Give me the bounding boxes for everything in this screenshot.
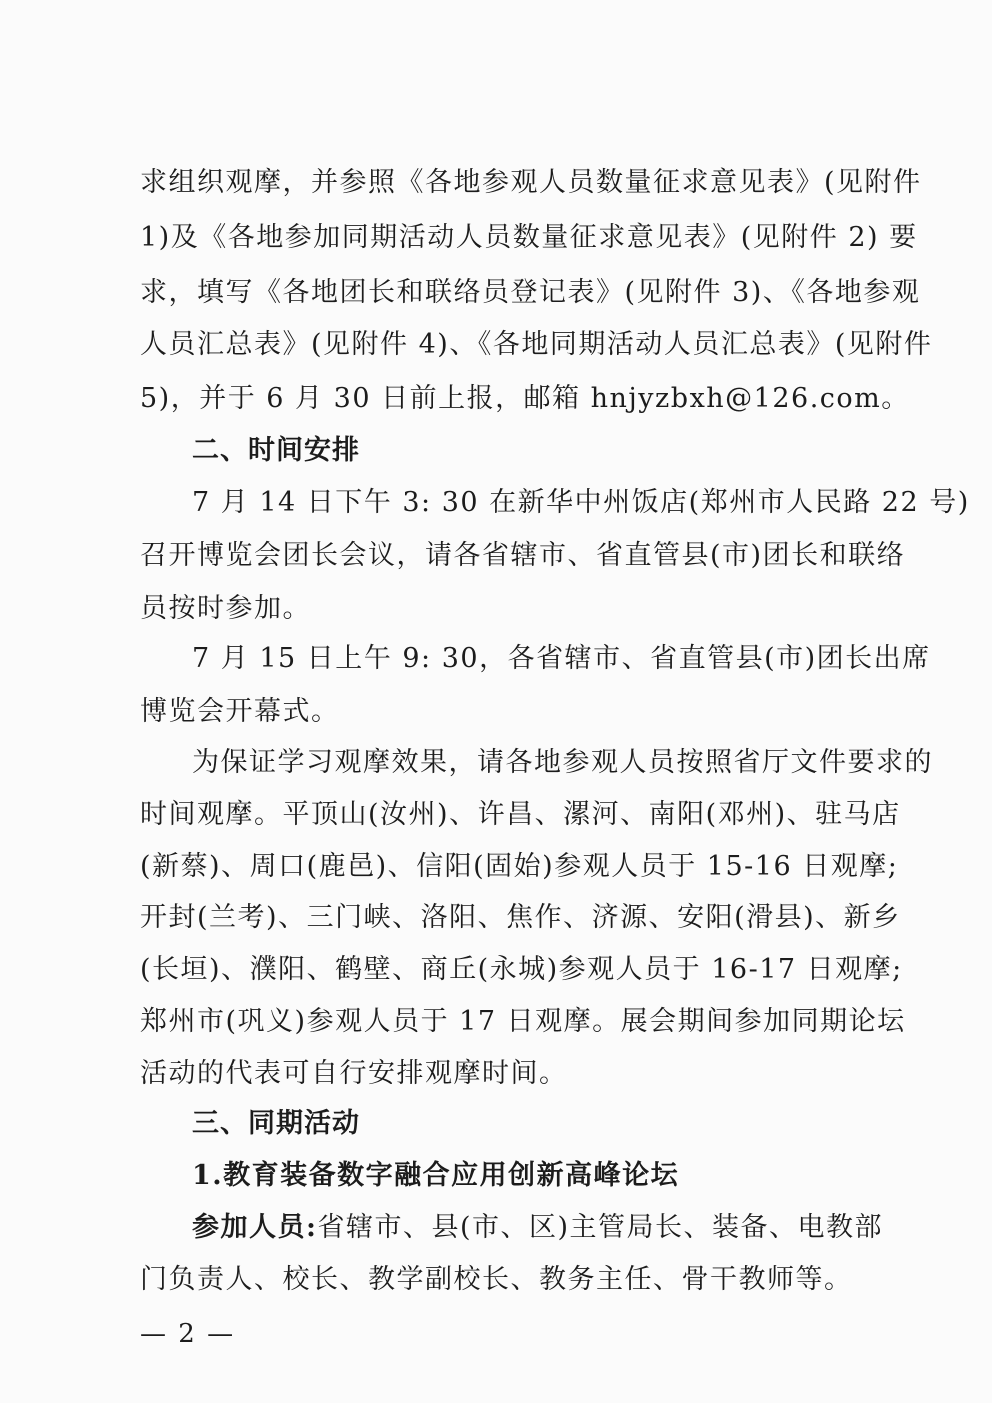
paragraph-line: 门负责人、校长、教学副校长、教务主任、骨干教师等。	[140, 1264, 853, 1295]
participants-text: 省辖市、县(市、区)主管局长、装备、电教部	[317, 1212, 884, 1243]
subsection-heading-forum: 1.教育装备数字融合应用创新高峰论坛	[192, 1160, 680, 1191]
paragraph-line: 召开博览会团长会议，请各省辖市、省直管县(市)团长和联络	[140, 540, 906, 571]
paragraph-line: 活动的代表可自行安排观摩时间。	[140, 1058, 568, 1089]
paragraph-line: 7 月 14 日下午 3: 30 在新华中州饭店(郑州市人民路 22 号)	[192, 487, 970, 518]
paragraph-line: 求，填写《各地团长和联络员登记表》(见附件 3)、《各地参观	[140, 277, 921, 308]
paragraph-line: (长垣)、濮阳、鹤壁、商丘(永城)参观人员于 16-17 日观摩;	[140, 954, 903, 985]
paragraph-line: 7 月 15 日上午 9: 30，各省辖市、省直管县(市)团长出席	[192, 643, 931, 674]
participants-label: 参加人员:	[192, 1212, 318, 1243]
paragraph-line: 开封(兰考)、三门峡、洛阳、焦作、济源、安阳(滑县)、新乡	[140, 902, 901, 933]
section-heading-schedule: 二、时间安排	[192, 435, 360, 466]
paragraph-line: 5)，并于 6 月 30 日前上报，邮箱 hnjyzbxh@126.com。	[140, 383, 910, 414]
paragraph-line: 时间观摩。平顶山(汝州)、许昌、漯河、南阳(邓州)、驻马店	[140, 799, 901, 830]
paragraph-line: 为保证学习观摩效果，请各地参观人员按照省厅文件要求的	[192, 747, 933, 778]
paragraph-line: 员按时参加。	[140, 593, 311, 624]
paragraph-line: 1)及《各地参加同期活动人员数量征求意见表》(见附件 2) 要	[140, 222, 918, 253]
paragraph-line: 人员汇总表》(见附件 4)、《各地同期活动人员汇总表》(见附件	[140, 329, 933, 360]
paragraph-line: 博览会开幕式。	[140, 696, 340, 727]
paragraph-line: 求组织观摩，并参照《各地参观人员数量征求意见表》(见附件	[140, 167, 922, 198]
participants-line	[192, 1210, 884, 1246]
section-heading-activities: 三、同期活动	[192, 1108, 360, 1139]
paragraph-line: 郑州市(巩义)参观人员于 17 日观摩。展会期间参加同期论坛	[140, 1006, 906, 1037]
paragraph-line: (新蔡)、周口(鹿邑)、信阳(固始)参观人员于 15-16 日观摩;	[140, 851, 899, 882]
page-number: — 2 —	[140, 1319, 236, 1349]
